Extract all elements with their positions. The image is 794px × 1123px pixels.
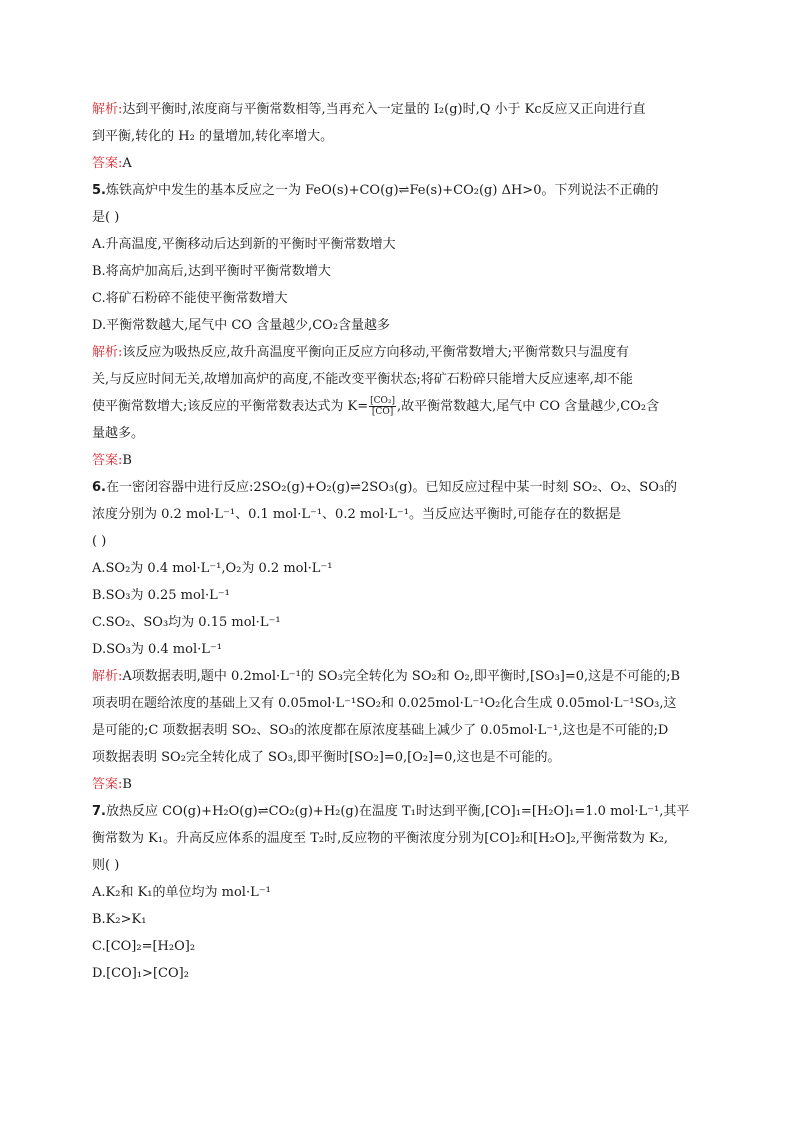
q4-analysis-line-2: 到平衡,转化的 H₂ 的量增加,转化率增大。	[92, 129, 334, 144]
q7-option-a: A.K₂和 K₁的单位均为 mol·L⁻¹	[92, 885, 271, 900]
q7-stem-line-2: 衡常数为 K₁。升高反应体系的温度至 T₂时,反应物的平衡浓度分别为[CO]₂和[H₂O]₂,平衡常数为 K₂,	[92, 831, 669, 846]
q5-option-b: B.将高炉加高后,达到平衡时平衡常数增大	[92, 264, 331, 279]
q6-analysis-line-3: 是可能的;C 项数据表明 SO₂、SO₃的浓度都在原浓度基础上减少了 0.05mol·L⁻¹,这也是不可能的;D	[92, 723, 669, 738]
q6-stem-line-1	[92, 474, 702, 501]
q6-option-c: C.SO₂、SO₃均为 0.15 mol·L⁻¹	[92, 615, 281, 630]
q5-option-a: A.升高温度,平衡移动后达到新的平衡时平衡常数增大	[92, 237, 396, 252]
question-stem: 放热反应 CO(g)+H₂O(g)⇌CO₂(g)+H₂(g)在温度 T₁时达到平衡,[CO]₁=[H₂O]₁=1.0 mol·L⁻¹,其平	[105, 804, 690, 819]
q6-answer	[92, 771, 702, 798]
q5-analysis-line-1	[92, 339, 702, 366]
analysis-text: 使平衡常数增大;该反应的平衡常数表达式为 K=	[92, 399, 369, 414]
fraction-numerator: [CO₂]	[370, 396, 396, 406]
q6-analysis-line-2: 项表明在题给浓度的基础上又有 0.05mol·L⁻¹SO₂和 0.025mol·L⁻¹O₂化合生成 0.05mol·L⁻¹SO₃,这	[92, 696, 677, 711]
q5-analysis-line-3	[92, 393, 702, 420]
q5-stem-line-1	[92, 177, 702, 204]
q7-stem-line-1	[92, 798, 702, 825]
answer-label: 答案:	[92, 453, 123, 468]
q5-stem-line-2: 是( )	[92, 210, 120, 225]
q6-option-d: D.SO₃为 0.4 mol·L⁻¹	[92, 642, 222, 657]
q4-answer	[92, 150, 702, 177]
equilibrium-constant-fraction	[369, 396, 396, 417]
q5-option-c: C.将矿石粉碎不能使平衡常数增大	[92, 291, 288, 306]
q6-stem-line-3: ( )	[92, 534, 107, 549]
question-number: 6.	[92, 480, 106, 495]
q6-stem-line-2: 浓度分别为 0.2 mol·L⁻¹、0.1 mol·L⁻¹、0.2 mol·L⁻¹。当反应达平衡时,可能存在的数据是	[92, 507, 622, 522]
q6-analysis-line-4: 项数据表明 SO₂完全转化成了 SO₃,即平衡时[SO₂]=0,[O₂]=0,这也是不可能的。	[92, 750, 561, 765]
q7-stem-line-3: 则( )	[92, 858, 120, 873]
q4-analysis-line-1	[92, 96, 702, 123]
question-number: 5.	[92, 183, 106, 198]
answer-value: A	[122, 156, 132, 171]
answer-label: 答案:	[92, 156, 123, 171]
analysis-label: 解析:	[92, 345, 123, 360]
q5-option-d: D.平衡常数越大,尾气中 CO 含量越少,CO₂含量越多	[92, 318, 391, 333]
analysis-label: 解析:	[92, 102, 123, 117]
q5-answer	[92, 447, 702, 474]
q7-option-b: B.K₂>K₁	[92, 912, 147, 927]
answer-value: B	[122, 777, 132, 792]
q6-option-a: A.SO₂为 0.4 mol·L⁻¹,O₂为 0.2 mol·L⁻¹	[92, 561, 333, 576]
q5-analysis-line-2: 关,与反应时间无关,故增加高炉的高度,不能改变平衡状态;将矿石粉碎只能增大反应速率,却不能	[92, 372, 633, 387]
analysis-text: ,故平衡常数越大,尾气中 CO 含量越少,CO₂含	[397, 399, 660, 414]
question-stem: 炼铁高炉中发生的基本反应之一为 FeO(s)+CO(g)⇌Fe(s)+CO₂(g) ΔH>0。下列说法不正确的	[105, 183, 659, 198]
analysis-label: 解析:	[92, 669, 123, 684]
q6-analysis-line-1	[92, 663, 702, 690]
answer-label: 答案:	[92, 777, 123, 792]
analysis-text: 该反应为吸热反应,故升高温度平衡向正反应方向移动,平衡常数增大;平衡常数只与温度有	[122, 345, 630, 360]
q6-option-b: B.SO₃为 0.25 mol·L⁻¹	[92, 588, 230, 603]
q7-option-d: D.[CO]₁>[CO]₂	[92, 966, 189, 981]
q7-option-c: C.[CO]₂=[H₂O]₂	[92, 939, 196, 954]
question-stem: 在一密闭容器中进行反应:2SO₂(g)+O₂(g)⇌2SO₃(g)。已知反应过程中某一时刻 SO₂、O₂、SO₃的	[105, 480, 678, 495]
q5-analysis-line-4: 量越多。	[92, 426, 145, 441]
fraction-denominator: [CO]	[371, 407, 394, 417]
question-number: 7.	[92, 804, 106, 819]
answer-value: B	[122, 453, 132, 468]
analysis-text: 达到平衡时,浓度商与平衡常数相等,当再充入一定量的 I₂(g)时,Q 小于 Kc反应又正向进行直	[122, 102, 646, 117]
analysis-text: A项数据表明,题中 0.2mol·L⁻¹的 SO₃完全转化为 SO₂和 O₂,即平衡时,[SO₃]=0,这是不可能的;B	[122, 669, 681, 684]
